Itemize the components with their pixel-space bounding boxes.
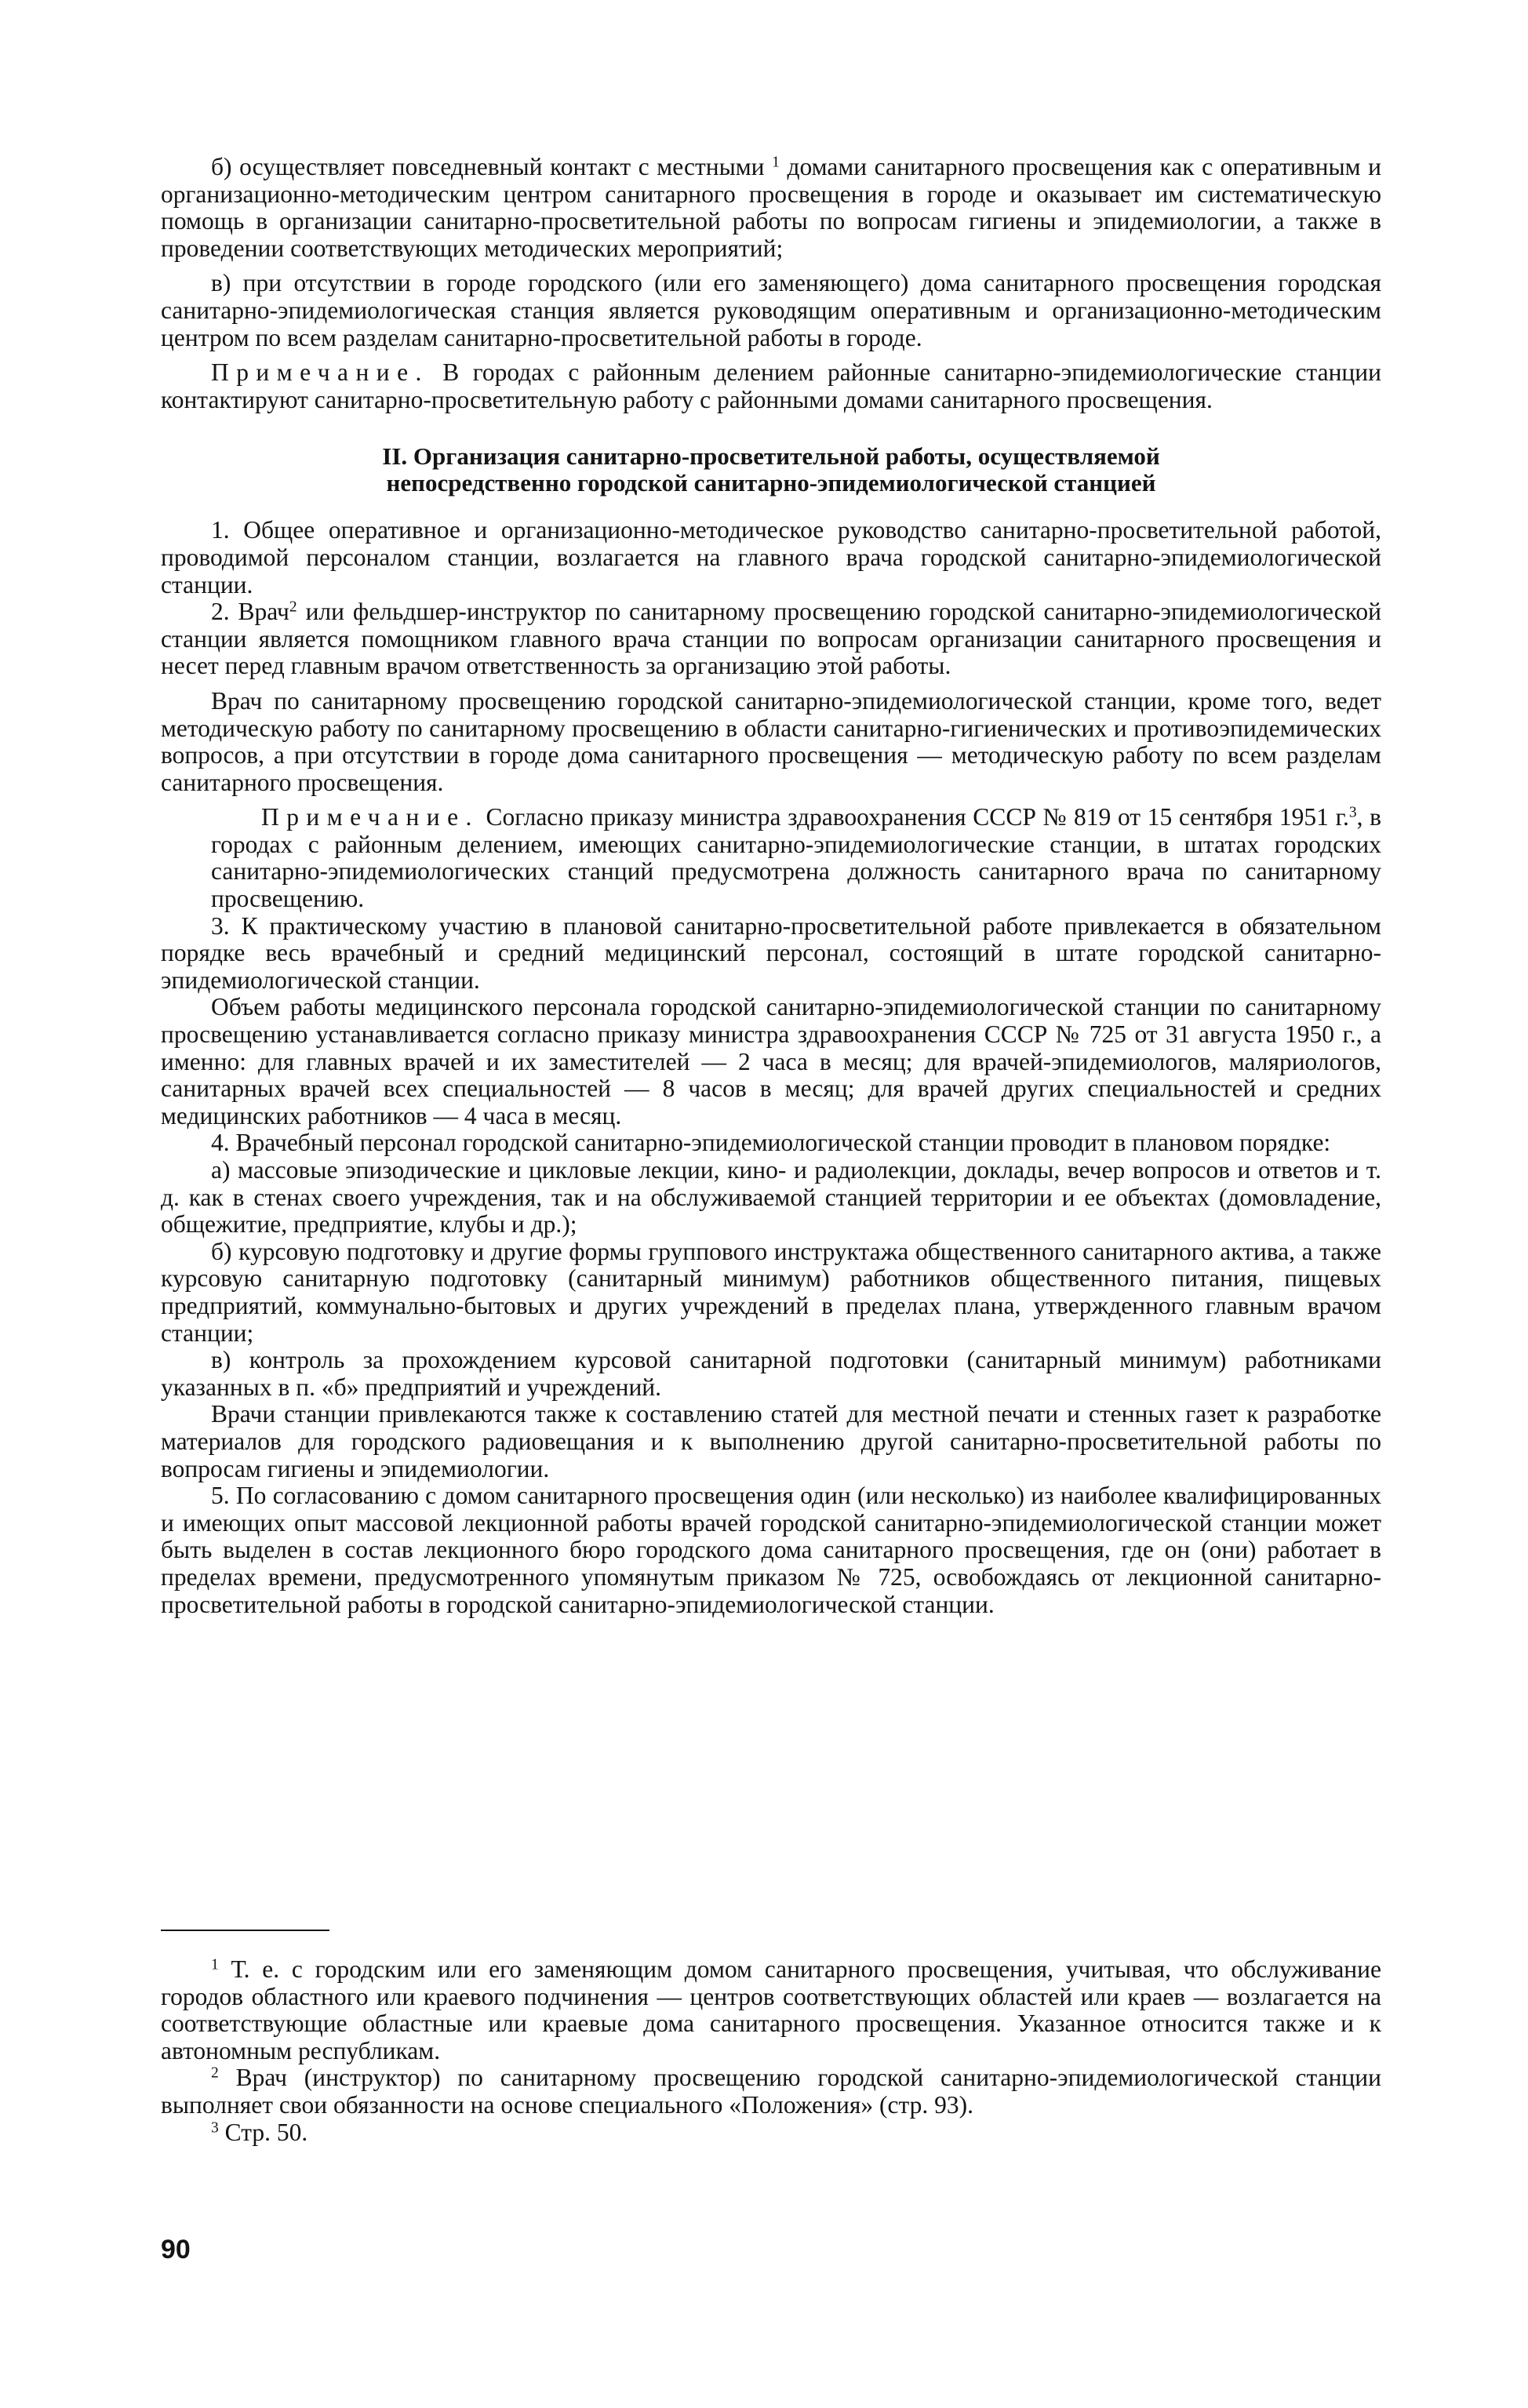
paragraph-3: 3. К практическому участию в плановой санитарно-просветительной работе привлекается в обязательном порядке весь врачебный и средний медицинский персонал, состоящий в штате городской санитарно-эпидемиологической станции. [161, 911, 1381, 994]
paragraph-4: 4. Врачебный персонал городской санитарно-эпидемиологической станции проводит в плановом порядке: [211, 1129, 1331, 1157]
paragraph-4a: а) массовые эпизодические и цикловые лекции, кино- и радиолекции, доклады, вечер вопросов и ответов и т. д. как в стенах своего учреждения, так и на обслуживаемой станцией территории и ее объектах (домовладение, общежитие, предприятие, клубы и др.); [161, 1156, 1381, 1239]
paragraph-2b: Врач по санитарному просвещению городской санитарно-эпидемиологической станции, кроме того, ведет методическую работу по санитарному просвещению в области санитарно-гигиенических и противоэпидемических вопросов, а при отсутствии в городе дома санитарного просвещения — методическую работу по всем разделам санитарного просвещения. [161, 686, 1381, 796]
paragraph-4c: Врачи станции привлекаются также к составлению статей для местной печати и стенных газет к разработке материалов для городского радиовещания и к выполнению другой санитарно-просветительной работы по вопросам гигиены и эпидемиологии. [161, 1400, 1381, 1482]
paragraph-2: 2. Врач$^2$ или фельдшер-инструктор по санитарному просвещению городской санитарно-эпидемиологической станции является помощником главного врача станции по вопросам организации санитарного просвещения и несет перед главным врачом ответственность за организацию этой работы. [161, 598, 1382, 680]
paragraph-b: б) осуществляет повседневный контакт с местными $^1$ домами санитарного просвещения как с оперативным и организационно-методическим центром санитарного просвещения в городе и оказывает им систематическую помощь в организации санитарно-просветительной работы по вопросам гигиены и эпидемиологии, а также в проведении соответствующих методических мероприятий; [161, 153, 1382, 262]
main-text [161, 154, 1381, 1618]
paragraph-v: в) при отсутствии в городе городского (или его заменяющего) дома санитарного просвещения городская санитарно-эпидемиологическая станция является руководящим оперативным и организационно-методическим центром по всем разделам санитарно-просветительной работы в городе. [161, 269, 1381, 351]
footnote-divider [161, 1930, 329, 1931]
paragraph-4v: в) контроль за прохождением курсовой санитарной подготовки (санитарный минимум) работниками указанных в п. «б» предприятий и учреждений. [161, 1346, 1381, 1401]
note-2: Примечание. Согласно приказу министра здравоохранения СССР № 819 от 15 сентября 1951 г.$^3$, в городах с районным делением, имеющих санитарно-эпидемиологические станции, в штатах городских санитарно-эпидемиологических станций предусмотрена должность санитарного врача по санитарному просвещению. [211, 803, 1382, 913]
footnote-1: $^1$ Т. е. с городским или его заменяющим домом санитарного просвещения, учитывая, что обслуживание городов областного или краевого подчинения — центров соответствующих областей или краев — возлагается на соответствующие областные или краевые дома санитарного просвещения. Указанное относится также и к автономным республикам. [161, 1955, 1381, 2064]
footnote-ref-1: 1 [772, 154, 780, 171]
paragraph-1: 1. Общее оперативное и организационно-методическое руководство санитарно-просветительной работой, проводимой персоналом станции, возлагается на главного врача городской санитарно-эпидемиологической станции. [161, 516, 1381, 598]
paragraph-3b: Объем работы медицинского персонала городской санитарно-эпидемиологической станции по санитарному просвещению устанавливается согласно приказу министра здравоохранения СССР № 725 от 31 августа 1950 г., а именно: для главных врачей и их заместителей — 2 часа в месяц; для врачей-эпидемиологов, маляриологов, санитарных врачей всех специальностей — 8 часов в месяц; для врачей других специальностей и средних медицинских работников — 4 часа в месяц. [161, 993, 1381, 1129]
paragraph-4b: б) курсовую подготовку и другие формы группового инструктажа общественного санитарного актива, а также курсовую санитарную подготовку (санитарный минимум) работников общественного питания, пищевых предприятий, коммунально-бытовых и других учреждений в пределах плана, утвержденного главным врачом станции; [161, 1237, 1381, 1347]
footnote-ref-3: 3 [1348, 804, 1357, 821]
page-number: 90 [161, 2235, 191, 2264]
footnote-2: $^2$ Врач (инструктор) по санитарному просвещению городской санитарно-эпидемиологической станции выполняет свои обязанности на основе специального «Положения» (стр. 93). [161, 2064, 1382, 2119]
footnote-ref-2: 2 [289, 598, 297, 616]
footnotes [161, 1956, 1381, 2146]
note-1: Примечание. В городах с районным делением районные санитарно-эпидемиологические станции контактируют санитарно-просветительную работу с районными домами санитарного просвещения. [161, 358, 1381, 413]
footnote-3: $^3$ Стр. 50. [211, 2118, 308, 2146]
paragraph-5: 5. По согласованию с домом санитарного просвещения один (или несколько) из наиболее квалифицированных и имеющих опыт массовой лекционной работы врачей городской санитарно-эпидемиологической станции может быть выделен в состав лекционного бюро городского дома санитарного просвещения, где он (они) работает в пределах времени, предусмотренного упомянутым приказом № 725, освобождаясь от лекционной санитарно-просветительной работы в городской санитарно-эпидемиологической станции. [161, 1482, 1381, 1618]
section-heading: II. Организация санитарно-просветительной работы, осуществляемой непосредственно городской санитарно-эпидемиологической станцией [382, 442, 1160, 497]
